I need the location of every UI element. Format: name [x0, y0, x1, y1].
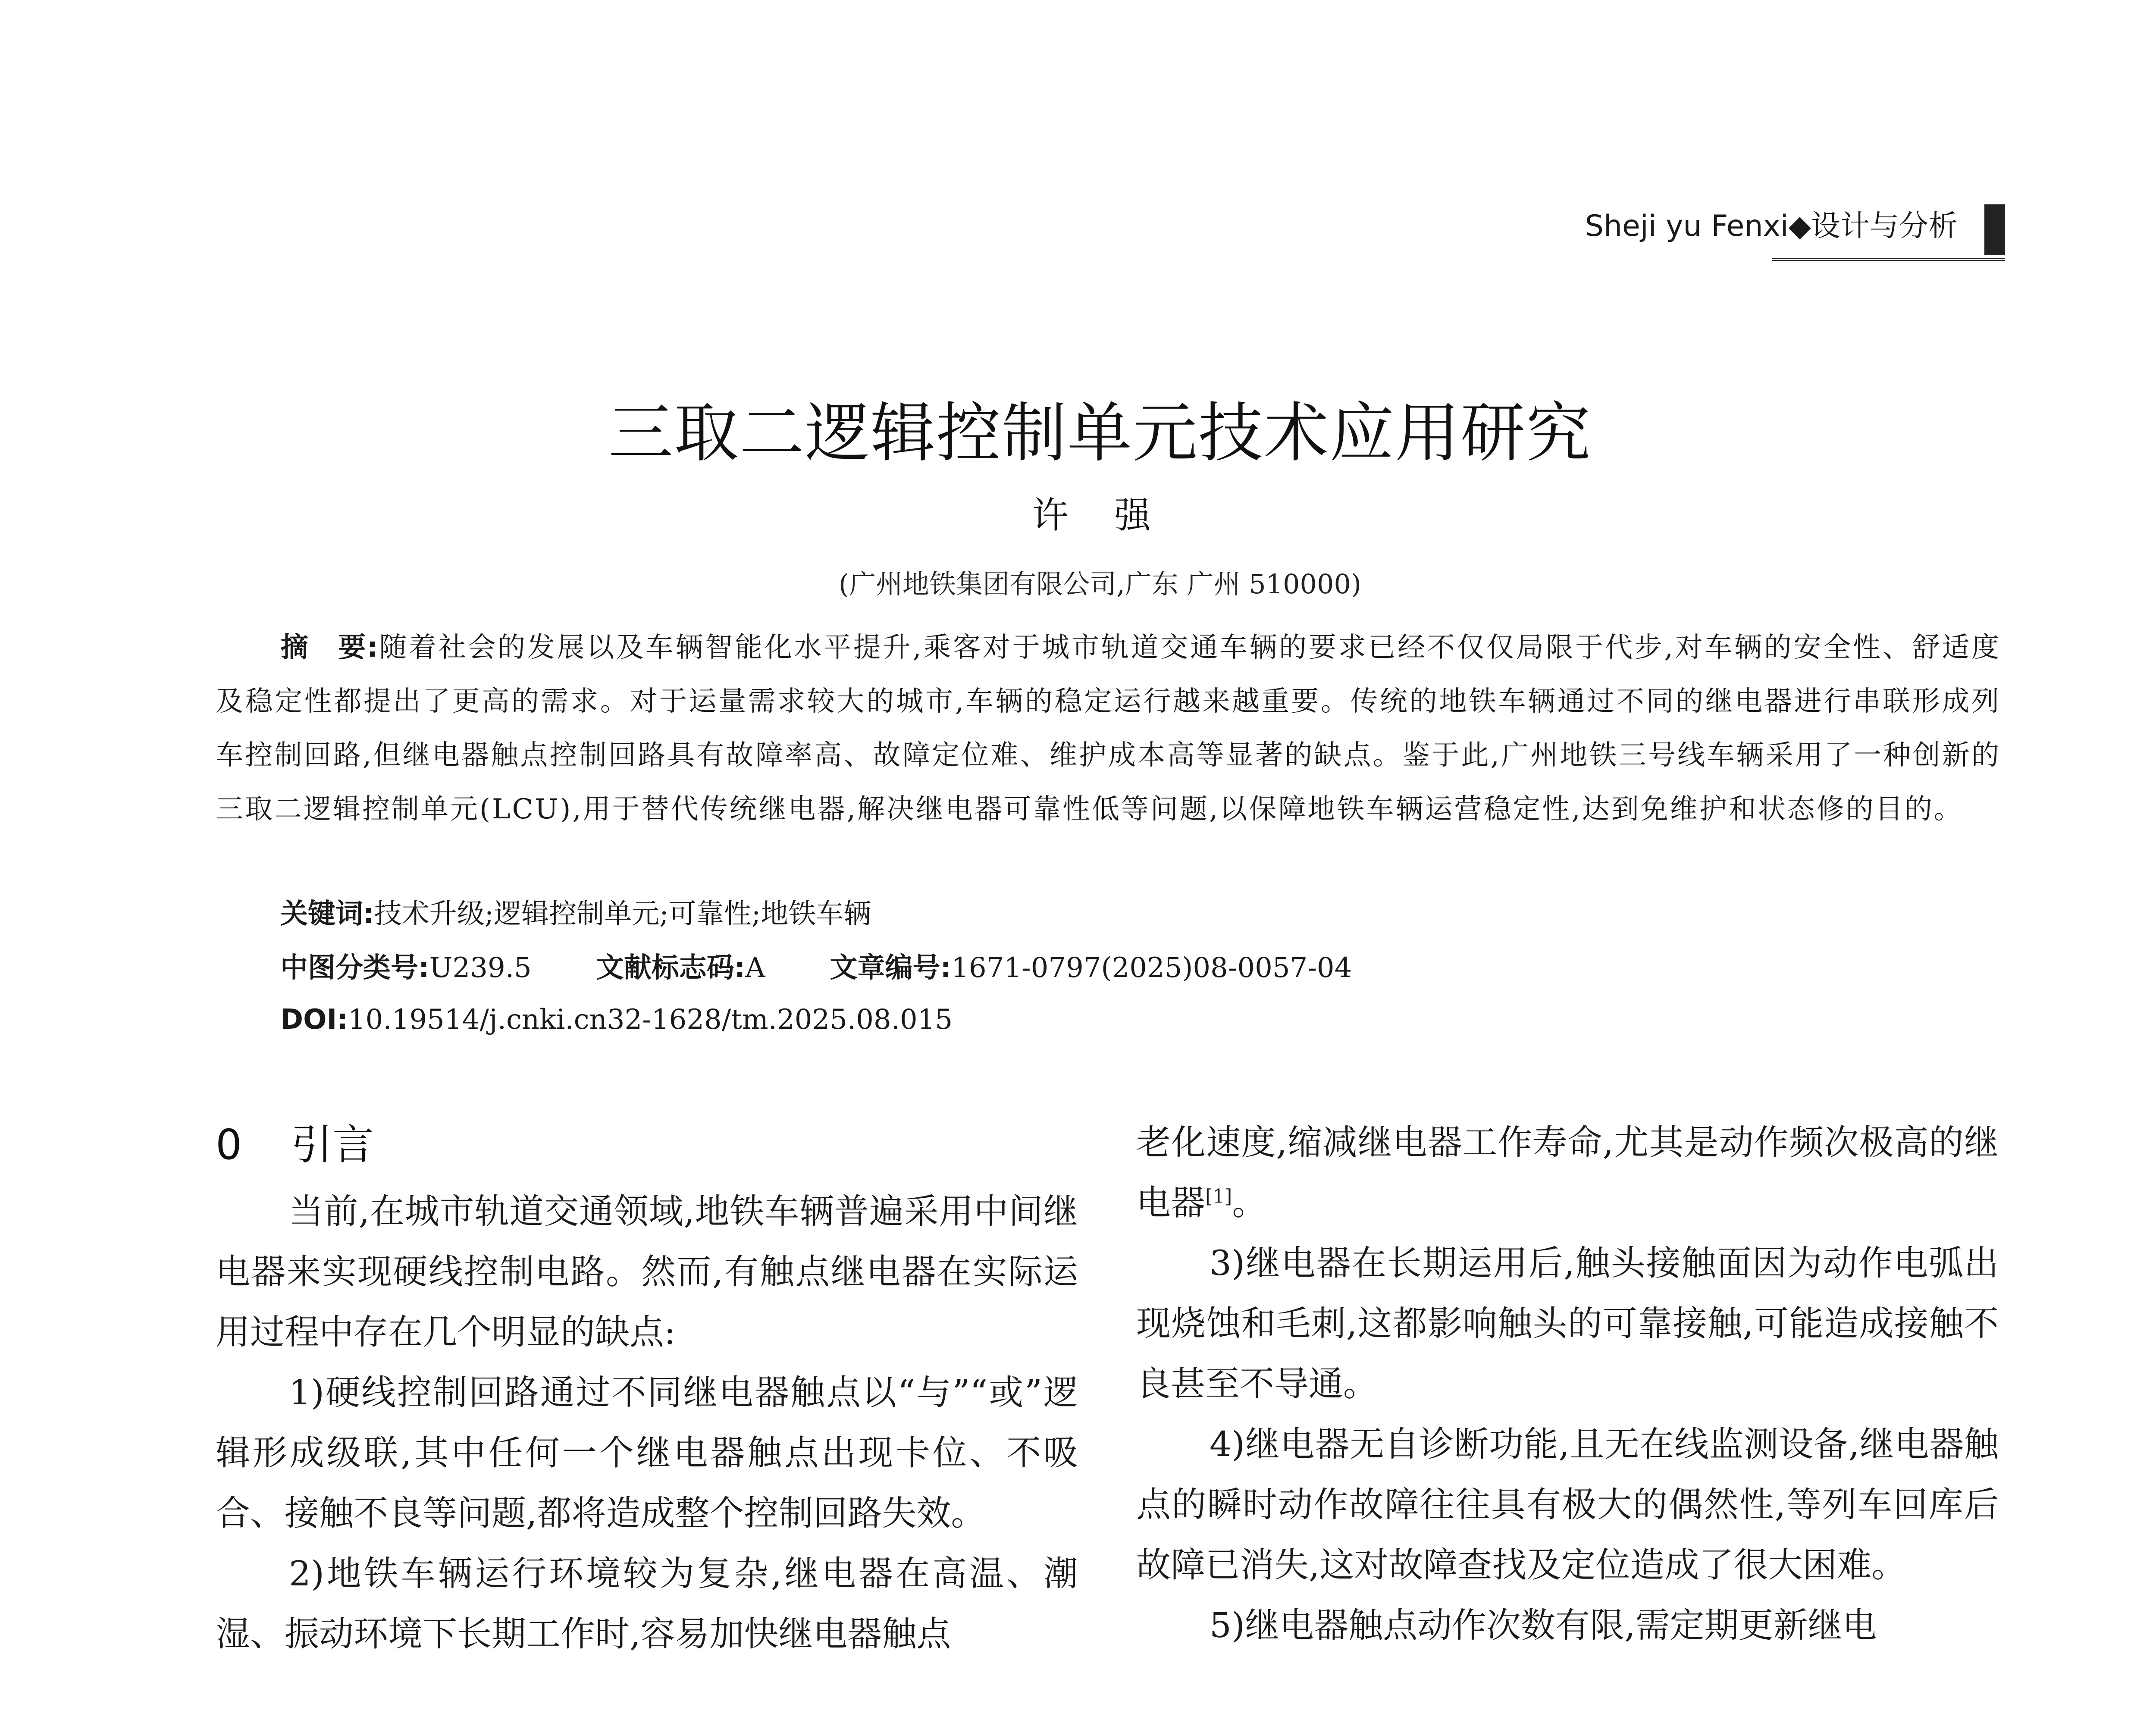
- article-no-label: 文章编号:: [830, 952, 952, 984]
- section-heading: [216, 1112, 1078, 1177]
- running-header-rule: [1772, 258, 2005, 261]
- right-paragraph-4: 5)继电器触点动作次数有限,需定期更新继电: [1210, 1605, 1877, 1645]
- left-paragraph-1: 当前,在城市轨道交通领域,地铁车辆普遍采用中间继电器来实现硬线控制电路。然而,有触点继电器在实际运用过程中存在几个明显的缺点:: [216, 1191, 1078, 1352]
- keywords-text: 技术升级;逻辑控制单元;可靠性;地铁车辆: [374, 898, 871, 930]
- author-name: 许 强: [1032, 494, 1168, 536]
- keywords-line: [280, 890, 871, 938]
- running-header-bar: [1984, 204, 2005, 255]
- doi-label: DOI:: [280, 1004, 348, 1036]
- running-header: [1535, 203, 2005, 259]
- citation-ref-1[interactable]: [1]: [1205, 1185, 1232, 1208]
- author-affiliation: (广州地铁集团有限公司,广东 广州 510000): [838, 568, 1362, 600]
- keywords-label: 关键词:: [280, 898, 374, 930]
- abstract-text: 随着社会的发展以及车辆智能化水平提升,乘客对于城市轨道交通车辆的要求已经不仅仅局限于代步,对车辆的安全性、舒适度及稳定性都提出了更高的需求。对于运量需求较大的城市,车辆的稳定运行越来越重要。传统的地铁车辆通过不同的继电器进行串联形成列车控制回路,但继电器触点控制回路具有故障率高、故障定位难、维护成本高等显著的缺点。鉴于此,广州地铁三号线车辆采用了一种创新的三取二逻辑控制单元(LCU),用于替代传统继电器,解决继电器可靠性低等问题,以保障地铁车辆运营稳定性,达到免维护和状态修的目的。: [216, 632, 2001, 825]
- clc-value: U239.5: [429, 952, 532, 984]
- body-column-left: [216, 1112, 1078, 1664]
- clc-label: 中图分类号:: [280, 952, 429, 984]
- left-paragraph-2: 1)硬线控制回路通过不同继电器触点以“与”“或”逻辑形成级联,其中任何一个继电器触点出现卡位、不吸合、接触不良等问题,都将造成整个控制回路失效。: [216, 1372, 1078, 1533]
- article-no-value: 1671-0797(2025)08-0057-04: [951, 952, 1352, 984]
- right-paragraph-2: 3)继电器在长期运用后,触头接触面因为动作电弧出现烧蚀和毛刺,这都影响触头的可靠接触,可能造成接触不良甚至不导通。: [1136, 1243, 1999, 1404]
- section-title: 引言: [291, 1121, 374, 1169]
- right-paragraph-1-text: 老化速度,缩减继电器工作寿命,尤其是动作频次极高的继电器: [1136, 1122, 1999, 1223]
- body-column-right: [1136, 1112, 1999, 1656]
- right-paragraph-1: [1136, 1112, 1999, 1233]
- doc-code-value: A: [745, 952, 765, 984]
- section-number: 0: [216, 1121, 242, 1169]
- classification-line: [280, 944, 1352, 992]
- right-paragraph-1-end: 。: [1232, 1183, 1267, 1223]
- doi-value: 10.19514/j.cnki.cn32-1628/tm.2025.08.015: [348, 1004, 953, 1036]
- doi-line: [280, 996, 953, 1043]
- abstract: [216, 621, 2001, 836]
- running-header-text: Sheji yu Fenxi◆设计与分析: [1585, 209, 1958, 243]
- paper-title: 三取二逻辑控制单元技术应用研究: [608, 396, 1592, 471]
- right-paragraph-3: 4)继电器无自诊断功能,且无在线监测设备,继电器触点的瞬时动作故障往往具有极大的偶然性,等列车回库后故障已消失,这对故障查找及定位造成了很大困难。: [1136, 1424, 1999, 1585]
- abstract-label: 摘 要:: [280, 632, 379, 664]
- doc-code-label: 文献标志码:: [596, 952, 746, 984]
- left-paragraph-3: 2)地铁车辆运行环境较为复杂,继电器在高温、潮湿、振动环境下长期工作时,容易加快继电器触点: [216, 1553, 1078, 1654]
